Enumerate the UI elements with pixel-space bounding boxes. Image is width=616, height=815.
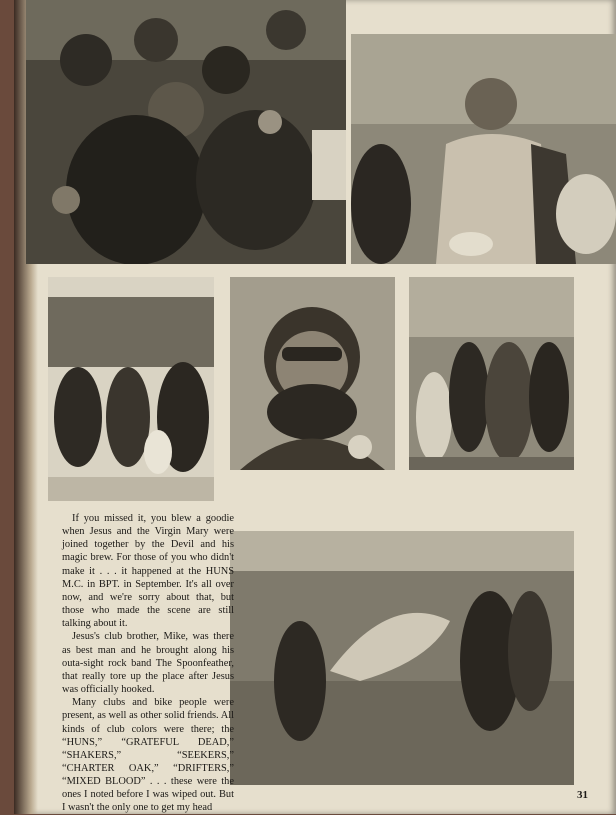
article-text <box>62 512 234 815</box>
photo-man-tongue-out <box>230 277 395 470</box>
photo-group-in-vests <box>409 277 574 470</box>
photo-wrestling-in-field <box>230 531 574 785</box>
magazine-page <box>14 0 616 814</box>
photo-group-under-tree <box>48 277 214 501</box>
article-paragraph: Many clubs and bike people were present, as well as other solid friends. All kinds of club colors were there; the “HUNS,” “GRATEFUL DEAD,” “SHAKERS,” “SEEKERS,” “CHARTER OAK,” “DRIFTERS,” “MIXED BLOOD” . . . these were the ones I noted before I was wiped out. But I wasn't the only one to get my head <box>62 697 234 814</box>
photo-crowd <box>26 0 346 264</box>
article-paragraph: Jesus's club brother, Mike, was there as best man and he brought along his outa-sight rock band The Spoonfeather, that really tore up the place after Jesus was officially hooked. <box>62 631 234 696</box>
article-paragraph: If you missed it, you blew a goodie when Jesus and the Virgin Mary were joined together by the Devil and his magic brew. For those of you who didn't make it . . . it happened at the HUNS M.C. in BPT. in September. It's all over now, and we're sorry about that, but those who made the scene are still talking about it. <box>62 513 234 630</box>
photo-man-with-flowers <box>351 34 616 264</box>
page-number: 31 <box>577 789 588 801</box>
